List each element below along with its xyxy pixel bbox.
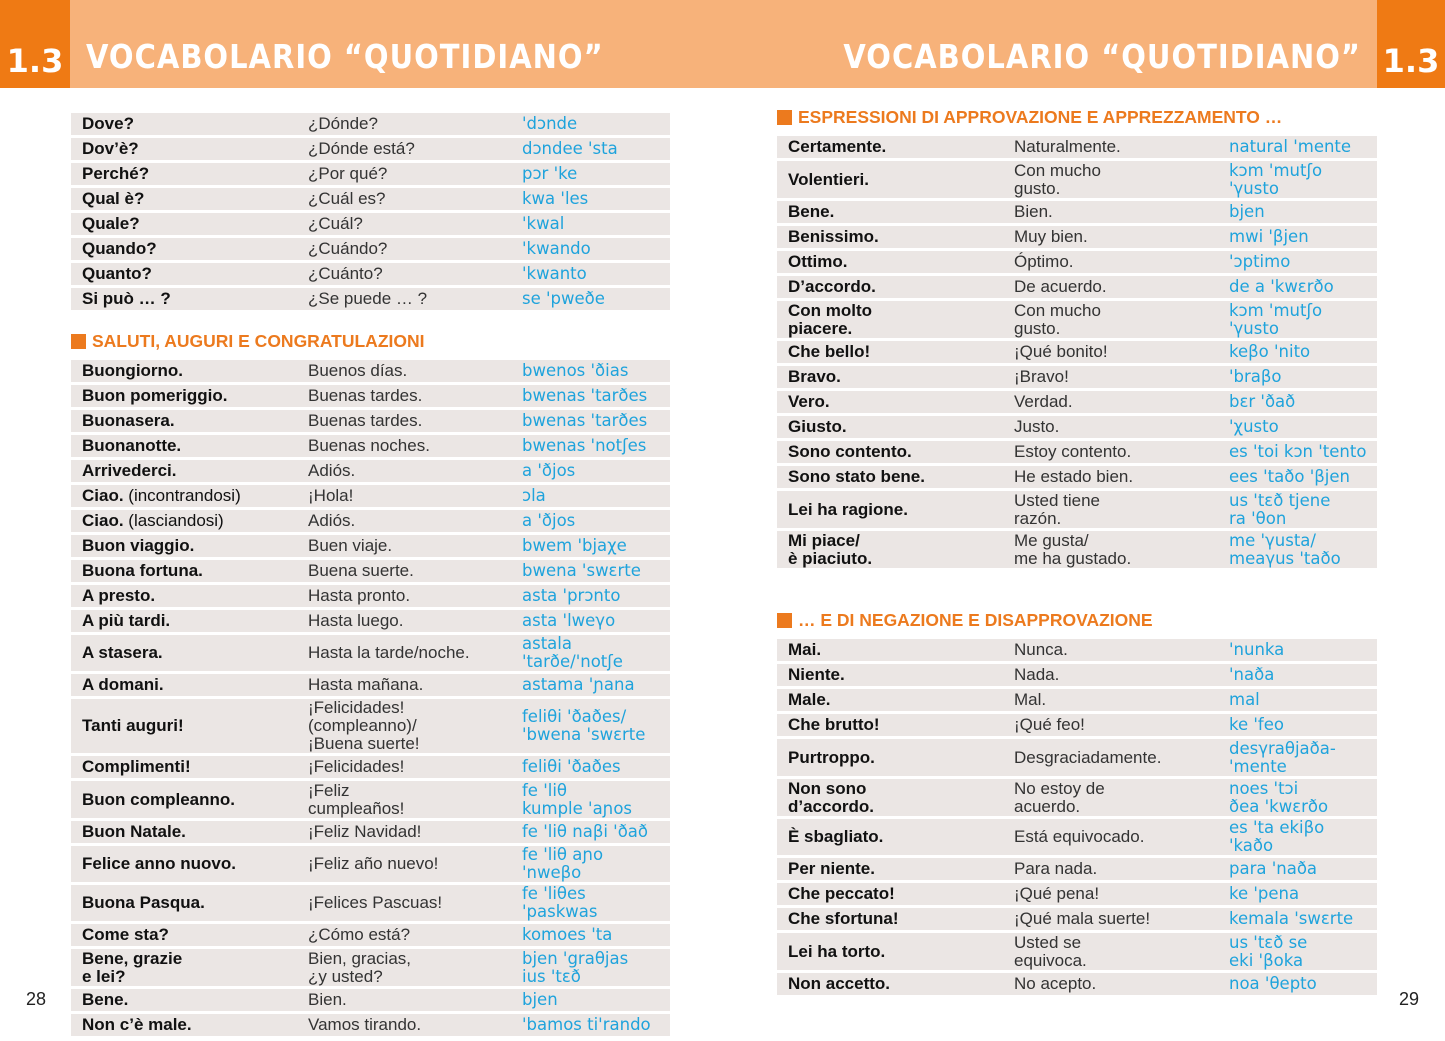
pronunciation: 'χusto <box>1218 416 1377 438</box>
pronunciation: dɔndee 'sta <box>511 138 670 160</box>
vocab-row <box>71 213 670 235</box>
vocab-row <box>71 560 670 582</box>
italian-term: Vero. <box>777 391 1003 413</box>
italian-term: Lei ha ragione. <box>777 491 1003 528</box>
italian-term: È sbagliato. <box>777 819 1003 855</box>
italian-term: A presto. <box>71 585 297 607</box>
pronunciation: astala 'tarðe/'notʃe <box>511 635 670 671</box>
pronunciation: ɔla <box>511 485 670 507</box>
vocab-row <box>71 263 670 285</box>
spanish-translation: Mal. <box>1003 689 1218 711</box>
vocab-row <box>777 779 1377 816</box>
italian-term: Lei ha torto. <box>777 933 1003 970</box>
section-number-tab-left: 1.3 <box>0 0 70 88</box>
spanish-translation: Verdad. <box>1003 391 1218 413</box>
vocab-row <box>71 138 670 160</box>
italian-term: Buona fortuna. <box>71 560 297 582</box>
pronunciation: 'nunka <box>1218 639 1377 661</box>
pronunciation: noa 'θepto <box>1218 973 1377 995</box>
italian-term: Ciao. (incontrandosi) <box>71 485 297 507</box>
pronunciation: de a 'kwεrðo <box>1218 276 1377 298</box>
spanish-translation: ¿Dónde? <box>297 113 511 135</box>
pronunciation: ke 'pena <box>1218 883 1377 905</box>
italian-term: Dov’è? <box>71 138 297 160</box>
spanish-translation: Me gusta/ me ha gustado. <box>1003 531 1218 568</box>
pronunciation: asta 'prɔnto <box>511 585 670 607</box>
italian-term: Buon compleanno. <box>71 781 297 818</box>
pronunciation: kemala 'swεrte <box>1218 908 1377 930</box>
pronunciation: 'kwanto <box>511 263 670 285</box>
page-title-right: VOCABOLARIO “QUOTIDIANO” <box>843 38 1361 77</box>
italian-term: Non accetto. <box>777 973 1003 995</box>
vocab-row <box>777 491 1377 528</box>
vocab-row <box>71 288 670 310</box>
pronunciation: me 'γusta/ meaγus 'taðo <box>1218 531 1377 568</box>
italian-term: Che brutto! <box>777 714 1003 736</box>
italian-term: Buon viaggio. <box>71 535 297 557</box>
vocab-row <box>777 441 1377 463</box>
vocab-row <box>777 466 1377 488</box>
italian-term: Male. <box>777 689 1003 711</box>
approval-heading <box>777 106 1282 128</box>
italian-term: Mai. <box>777 639 1003 661</box>
pronunciation: bwenas 'tarðes <box>511 410 670 432</box>
spanish-translation: Naturalmente. <box>1003 136 1218 158</box>
spanish-translation: Buenas tardes. <box>297 410 511 432</box>
spanish-translation: ¡Feliz Navidad! <box>297 821 511 843</box>
italian-term: Buonanotte. <box>71 435 297 457</box>
italian-term: Non sono d’accordo. <box>777 779 1003 816</box>
vocab-row <box>777 531 1377 568</box>
spanish-translation: ¡Qué mala suerte! <box>1003 908 1218 930</box>
pronunciation: ees 'taðo 'βjen <box>1218 466 1377 488</box>
vocab-row <box>777 161 1377 198</box>
pronunciation: para 'naða <box>1218 858 1377 880</box>
italian-term: Buongiorno. <box>71 360 297 382</box>
pronunciation: us 'tεð se eki 'βoka <box>1218 933 1377 970</box>
pronunciation: mal <box>1218 689 1377 711</box>
italian-term: Ciao. (lasciandosi) <box>71 510 297 532</box>
pronunciation: 'kwando <box>511 238 670 260</box>
pronunciation: desγraθjaða- 'mente <box>1218 739 1377 776</box>
page-number-right: 29 <box>1399 989 1420 1009</box>
pronunciation: bwenos 'ðias <box>511 360 670 382</box>
vocab-row <box>777 251 1377 273</box>
vocab-row <box>777 819 1377 855</box>
italian-term: Arrivederci. <box>71 460 297 482</box>
vocab-row <box>777 883 1377 905</box>
italian-term: Buon Natale. <box>71 821 297 843</box>
spanish-translation: Buenas tardes. <box>297 385 511 407</box>
pronunciation: es 'ta ekiβo 'kaðo <box>1218 819 1377 855</box>
negation-heading-text: … E DI NEGAZIONE E DISAPPROVAZIONE <box>798 609 1153 630</box>
approval-heading-text: ESPRESSIONI DI APPROVAZIONE E APPREZZAMENTO … <box>798 106 1283 127</box>
vocab-row <box>71 485 670 507</box>
vocab-row <box>777 201 1377 223</box>
pronunciation: kwa 'les <box>511 188 670 210</box>
spanish-translation: Hasta luego. <box>297 610 511 632</box>
spanish-translation: ¡Feliz año nuevo! <box>297 846 511 882</box>
italian-term: Qual è? <box>71 188 297 210</box>
pronunciation: fe 'liθes 'paskwas <box>511 885 670 921</box>
italian-term: Quanto? <box>71 263 297 285</box>
pronunciation: bwem 'bjaχe <box>511 535 670 557</box>
spanish-translation: Bien. <box>297 989 511 1011</box>
pronunciation: bwena 'swεrte <box>511 560 670 582</box>
vocab-row <box>71 781 670 818</box>
pronunciation: se 'pweðe <box>511 288 670 310</box>
spanish-translation: Para nada. <box>1003 858 1218 880</box>
vocab-row <box>777 639 1377 661</box>
pronunciation: kɔm 'mutʃo 'γusto <box>1218 301 1377 338</box>
vocab-row <box>71 1014 670 1036</box>
usage-note: (lasciandosi) <box>123 511 224 530</box>
pronunciation: komoes 'ta <box>511 924 670 946</box>
pronunciation: ke 'feo <box>1218 714 1377 736</box>
italian-term: Per niente. <box>777 858 1003 880</box>
pronunciation: a 'ðjos <box>511 510 670 532</box>
spanish-translation: Bien, gracias, ¿y usted? <box>297 949 511 986</box>
vocab-row <box>71 846 670 882</box>
vocab-row <box>71 385 670 407</box>
vocab-row <box>777 301 1377 338</box>
spanish-translation: Con mucho gusto. <box>1003 301 1218 338</box>
vocab-row <box>71 610 670 632</box>
italian-term: A stasera. <box>71 635 297 671</box>
italian-term: Buonasera. <box>71 410 297 432</box>
italian-term: Purtroppo. <box>777 739 1003 776</box>
pronunciation: fe 'liθ aɲo 'nweβo <box>511 846 670 882</box>
usage-note: (incontrandosi) <box>123 486 241 505</box>
greetings-heading-text: SALUTI, AUGURI E CONGRATULAZIONI <box>92 330 425 351</box>
italian-term: Certamente. <box>777 136 1003 158</box>
spanish-translation: Hasta la tarde/noche. <box>297 635 511 671</box>
vocab-row <box>71 885 670 921</box>
pronunciation: bjen <box>1218 201 1377 223</box>
vocab-row <box>777 226 1377 248</box>
italian-term: Bene. <box>71 989 297 1011</box>
vocab-row <box>71 989 670 1011</box>
vocab-row <box>777 366 1377 388</box>
vocab-row <box>71 585 670 607</box>
negation-table <box>777 636 1377 998</box>
italian-term: A più tardi. <box>71 610 297 632</box>
spanish-translation: Usted tiene razón. <box>1003 491 1218 528</box>
pronunciation: astama 'ɲana <box>511 674 670 696</box>
spanish-translation: Buenos días. <box>297 360 511 382</box>
approval-table <box>777 133 1377 571</box>
spanish-translation: ¿Cómo está? <box>297 924 511 946</box>
vocab-row <box>777 391 1377 413</box>
spanish-translation: Adiós. <box>297 510 511 532</box>
vocab-row <box>71 460 670 482</box>
spanish-translation: ¡Bravo! <box>1003 366 1218 388</box>
spanish-translation: ¡Felicidades! (compleanno)/ ¡Buena suerte! <box>297 699 511 753</box>
italian-term: Si può … ? <box>71 288 297 310</box>
vocab-row <box>777 933 1377 970</box>
spanish-translation: ¡Qué feo! <box>1003 714 1218 736</box>
pronunciation: 'ɔptimo <box>1218 251 1377 273</box>
negation-heading <box>777 609 1153 631</box>
pronunciation: 'kwal <box>511 213 670 235</box>
pronunciation: kɔm 'mutʃo 'γusto <box>1218 161 1377 198</box>
vocab-row <box>71 924 670 946</box>
vocab-row <box>71 674 670 696</box>
spanish-translation: Con mucho gusto. <box>1003 161 1218 198</box>
vocab-row <box>777 739 1377 776</box>
pronunciation: mwi 'βjen <box>1218 226 1377 248</box>
spanish-translation: Bien. <box>1003 201 1218 223</box>
spanish-translation: Vamos tirando. <box>297 1014 511 1036</box>
pronunciation: us 'tεð tjene ra 'θon <box>1218 491 1377 528</box>
vocab-row <box>777 858 1377 880</box>
pronunciation: bjen 'graθjas ius 'tεð <box>511 949 670 986</box>
italian-term: Ottimo. <box>777 251 1003 273</box>
pronunciation: natural 'mente <box>1218 136 1377 158</box>
italian-term: Dove? <box>71 113 297 135</box>
pronunciation: es 'toi kɔn 'tento <box>1218 441 1377 463</box>
vocab-row <box>777 714 1377 736</box>
italian-term: Perché? <box>71 163 297 185</box>
spanish-translation: Usted se equivoca. <box>1003 933 1218 970</box>
spanish-translation: ¿Cuál? <box>297 213 511 235</box>
spanish-translation: No estoy de acuerdo. <box>1003 779 1218 816</box>
pronunciation: 'naða <box>1218 664 1377 686</box>
greetings-heading <box>71 330 424 352</box>
italian-term: Con molto piacere. <box>777 301 1003 338</box>
spanish-translation: Hasta mañana. <box>297 674 511 696</box>
vocab-row <box>777 908 1377 930</box>
vocab-row <box>71 699 670 753</box>
spanish-translation: Nunca. <box>1003 639 1218 661</box>
page-title-left: VOCABOLARIO “QUOTIDIANO” <box>86 38 604 77</box>
italian-term: Buona Pasqua. <box>71 885 297 921</box>
italian-term: Tanti auguri! <box>71 699 297 753</box>
italian-term: Quando? <box>71 238 297 260</box>
vocab-row <box>777 664 1377 686</box>
pronunciation: a 'ðjos <box>511 460 670 482</box>
greetings-table <box>71 357 670 1039</box>
vocab-row <box>777 416 1377 438</box>
pronunciation: asta 'lweγo <box>511 610 670 632</box>
spanish-translation: He estado bien. <box>1003 466 1218 488</box>
spanish-translation: Justo. <box>1003 416 1218 438</box>
italian-term: Che sfortuna! <box>777 908 1003 930</box>
pronunciation: 'dɔnde <box>511 113 670 135</box>
vocab-row <box>777 689 1377 711</box>
italian-term: Sono contento. <box>777 441 1003 463</box>
italian-term: Mi piace/ è piaciuto. <box>777 531 1003 568</box>
vocab-row <box>71 113 670 135</box>
italian-term: Giusto. <box>777 416 1003 438</box>
section-number-tab-right: 1.3 <box>1377 0 1445 88</box>
spanish-translation: ¡Feliz cumpleaños! <box>297 781 511 818</box>
vocab-row <box>71 510 670 532</box>
vocab-row <box>777 136 1377 158</box>
italian-term: Volentieri. <box>777 161 1003 198</box>
pronunciation: keβo 'nito <box>1218 341 1377 363</box>
vocab-row <box>71 163 670 185</box>
italian-term: A domani. <box>71 674 297 696</box>
italian-term: Bene, grazie e lei? <box>71 949 297 986</box>
spanish-translation: ¿Cuándo? <box>297 238 511 260</box>
pronunciation: 'braβo <box>1218 366 1377 388</box>
vocab-row <box>777 276 1377 298</box>
vocab-row <box>71 188 670 210</box>
spanish-translation: ¿Por qué? <box>297 163 511 185</box>
pronunciation: fe 'liθ kumple 'aɲos <box>511 781 670 818</box>
spanish-translation: Muy bien. <box>1003 226 1218 248</box>
italian-term: Benissimo. <box>777 226 1003 248</box>
pronunciation: fe 'liθ naβi 'ðað <box>511 821 670 843</box>
italian-term: Sono stato bene. <box>777 466 1003 488</box>
vocab-row <box>777 973 1377 995</box>
spanish-translation: Estoy contento. <box>1003 441 1218 463</box>
spanish-translation: Óptimo. <box>1003 251 1218 273</box>
spanish-translation: ¿Dónde está? <box>297 138 511 160</box>
spanish-translation: Hasta pronto. <box>297 585 511 607</box>
pronunciation: bwenas 'tarðes <box>511 385 670 407</box>
section-square-icon <box>71 334 86 349</box>
italian-term: Bene. <box>777 201 1003 223</box>
italian-term: D’accordo. <box>777 276 1003 298</box>
pronunciation: pɔr 'ke <box>511 163 670 185</box>
spanish-translation: ¿Cuál es? <box>297 188 511 210</box>
section-square-icon <box>777 613 792 628</box>
spanish-translation: ¡Hola! <box>297 485 511 507</box>
vocab-row <box>71 410 670 432</box>
pronunciation: 'bamos ti'rando <box>511 1014 670 1036</box>
vocab-row <box>777 341 1377 363</box>
italian-term: Buon pomeriggio. <box>71 385 297 407</box>
pronunciation: feliθi 'ðaðes <box>511 756 670 778</box>
pronunciation: feliθi 'ðaðes/ 'bwena 'swεrte <box>511 699 670 753</box>
vocab-row <box>71 821 670 843</box>
vocab-row <box>71 635 670 671</box>
spanish-translation: No acepto. <box>1003 973 1218 995</box>
spanish-translation: Nada. <box>1003 664 1218 686</box>
pronunciation: bwenas 'notʃes <box>511 435 670 457</box>
vocab-row <box>71 238 670 260</box>
italian-term: Niente. <box>777 664 1003 686</box>
spanish-translation: ¡Qué bonito! <box>1003 341 1218 363</box>
spanish-translation: Buen viaje. <box>297 535 511 557</box>
italian-term: Non c’è male. <box>71 1014 297 1036</box>
italian-term: Che bello! <box>777 341 1003 363</box>
page-number-left: 28 <box>26 989 47 1009</box>
spanish-translation: ¿Cuánto? <box>297 263 511 285</box>
italian-term: Complimenti! <box>71 756 297 778</box>
questions-table <box>71 110 670 313</box>
spanish-translation: ¡Felicidades! <box>297 756 511 778</box>
vocab-row <box>71 360 670 382</box>
italian-term: Felice anno nuovo. <box>71 846 297 882</box>
spanish-translation: Está equivocado. <box>1003 819 1218 855</box>
spanish-translation: Adiós. <box>297 460 511 482</box>
vocab-row <box>71 435 670 457</box>
vocab-row <box>71 535 670 557</box>
vocab-row <box>71 756 670 778</box>
spanish-translation: Desgraciadamente. <box>1003 739 1218 776</box>
italian-term: Bravo. <box>777 366 1003 388</box>
pronunciation: bεr 'ðað <box>1218 391 1377 413</box>
italian-term: Quale? <box>71 213 297 235</box>
spanish-translation: Buena suerte. <box>297 560 511 582</box>
spanish-translation: De acuerdo. <box>1003 276 1218 298</box>
spanish-translation: ¡Felices Pascuas! <box>297 885 511 921</box>
spanish-translation: Buenas noches. <box>297 435 511 457</box>
vocab-row <box>71 949 670 986</box>
pronunciation: bjen <box>511 989 670 1011</box>
pronunciation: noes 'tɔi ðea 'kwεrðo <box>1218 779 1377 816</box>
spanish-translation: ¡Qué pena! <box>1003 883 1218 905</box>
spanish-translation: ¿Se puede … ? <box>297 288 511 310</box>
section-square-icon <box>777 110 792 125</box>
italian-term: Come sta? <box>71 924 297 946</box>
italian-term: Che peccato! <box>777 883 1003 905</box>
